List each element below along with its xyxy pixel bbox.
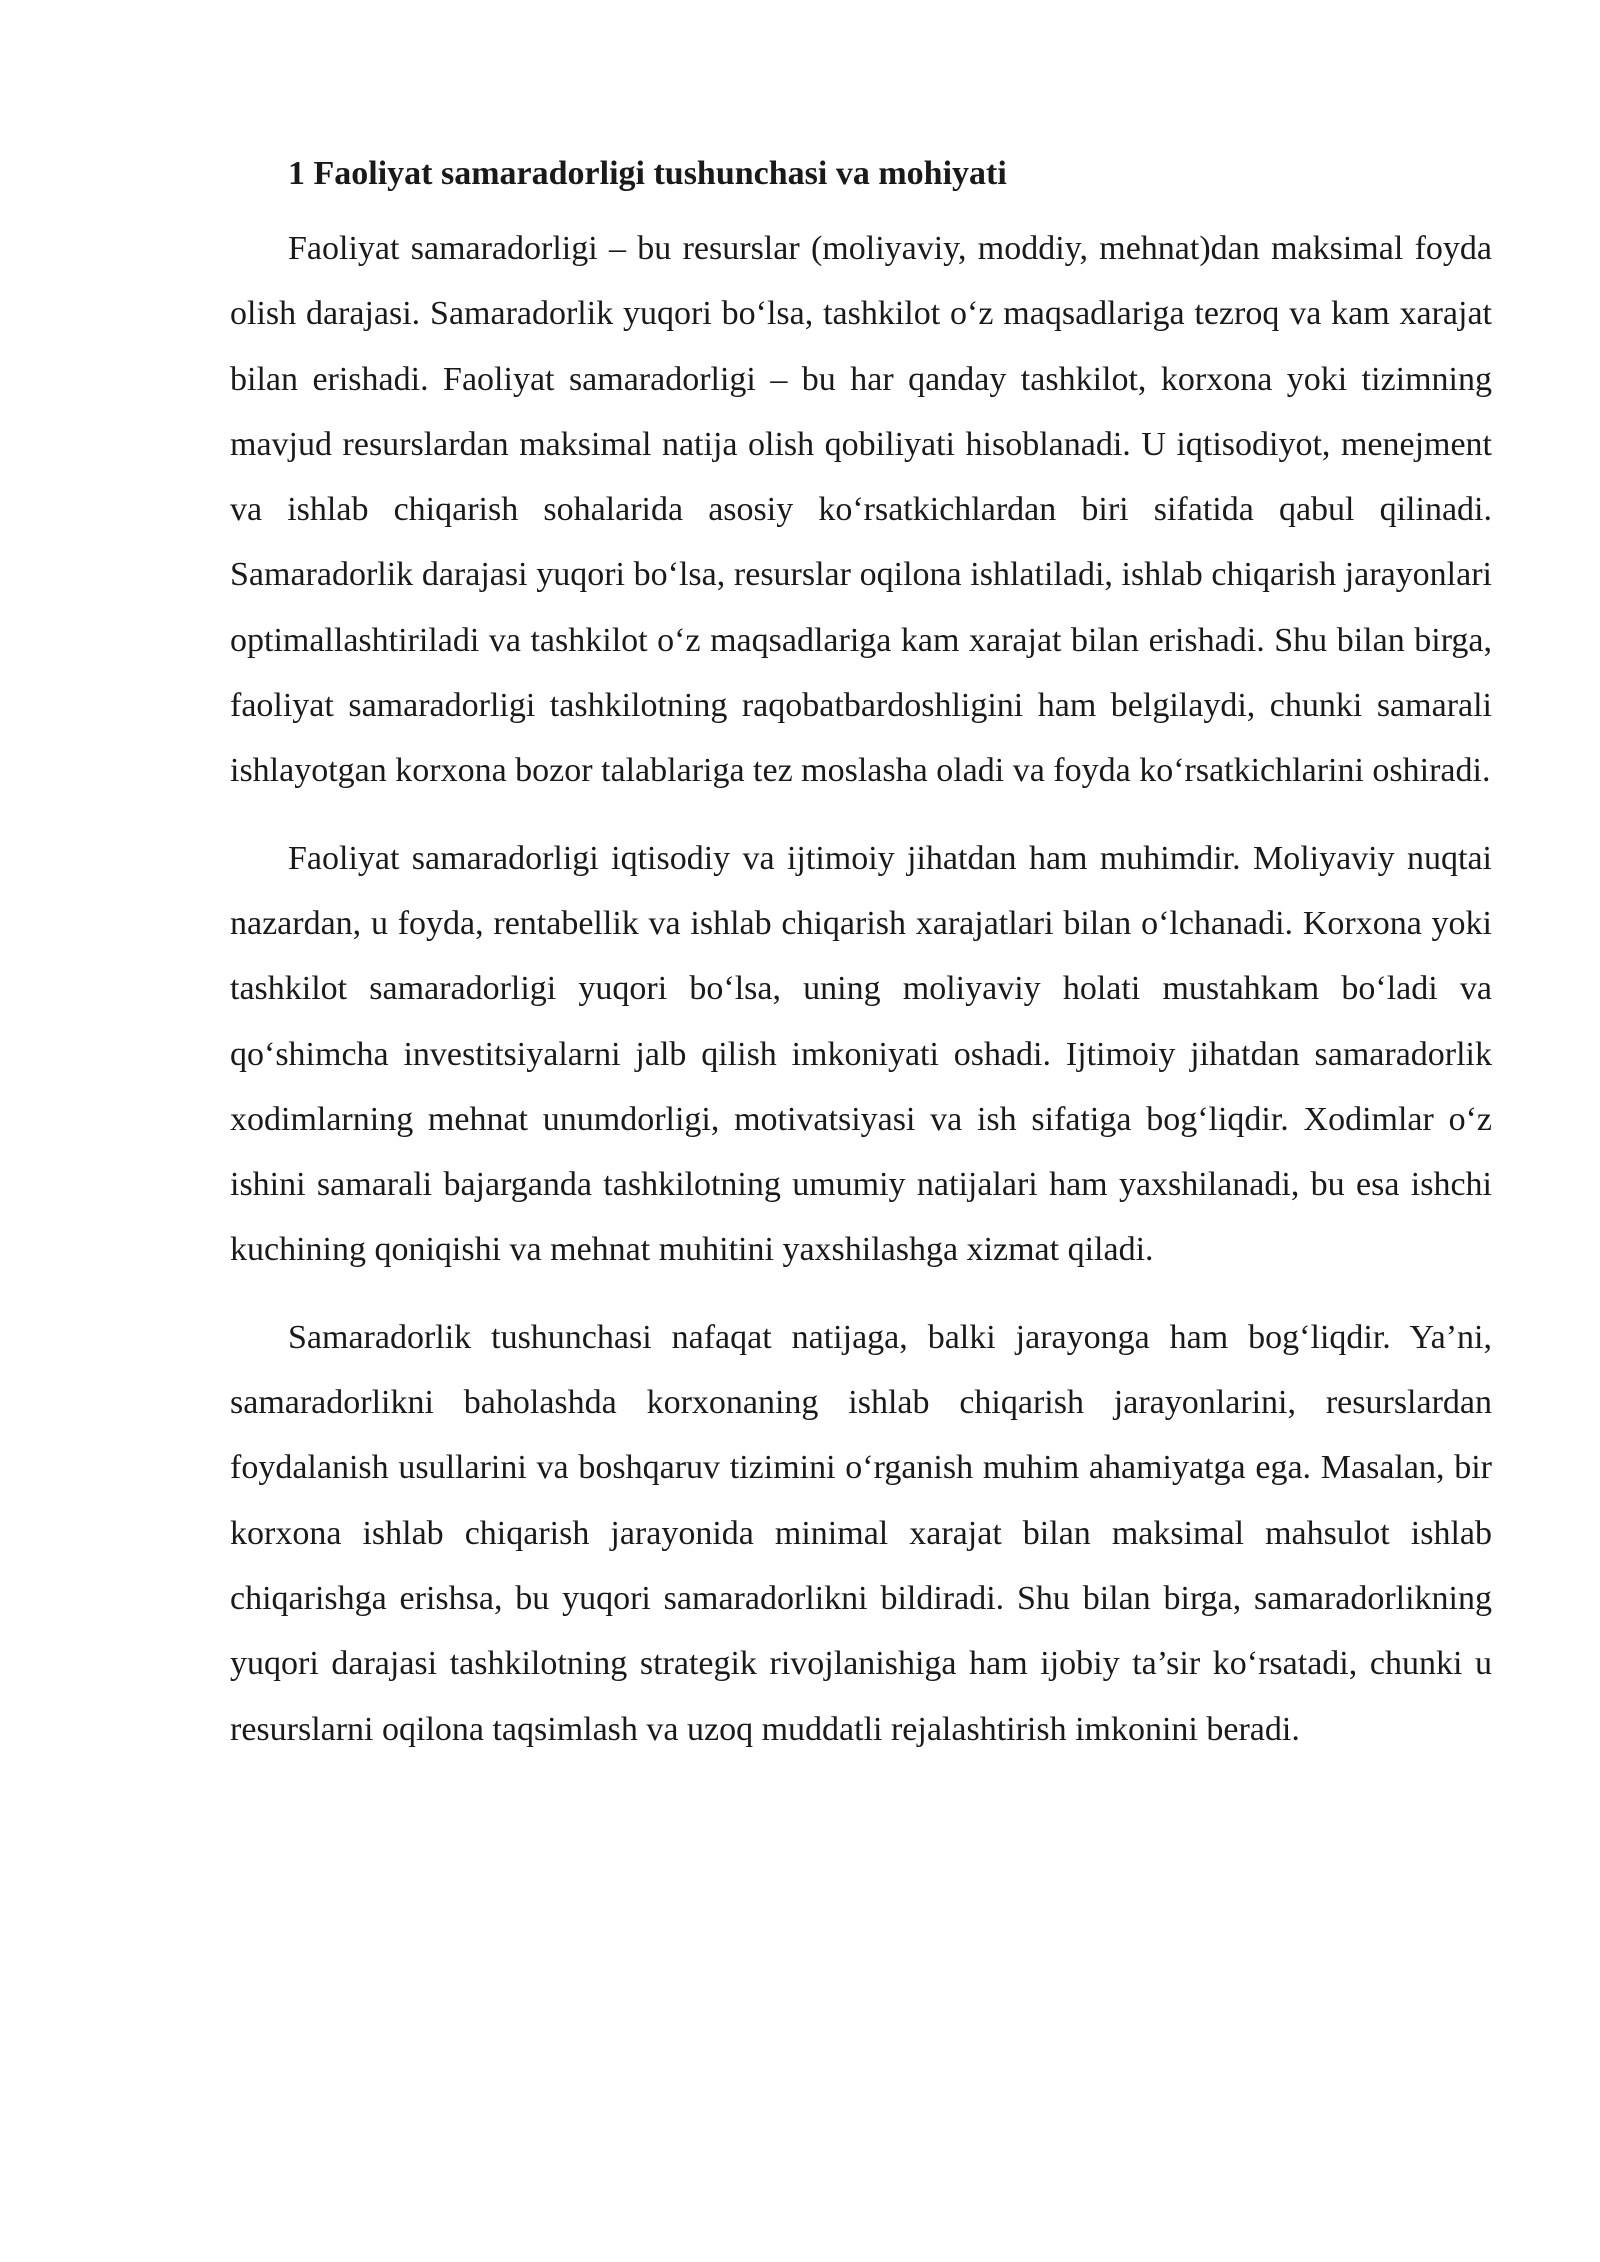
paragraph-2: Faoliyat samaradorligi iqtisodiy va ijtimoiy jihatdan ham muhimdir. Moliyaviy nuqtai nazardan, u foyda, rentabellik va ishlab chiqarish xarajatlari bilan o‘lchanadi. Korxona yoki tashkilot samaradorligi yuqori bo‘lsa, uning moliyaviy holati mustahkam bo‘ladi va qo‘shimcha investitsiyalarni jalb qilish imkoniyati oshadi. Ijtimoiy jihatdan samaradorlik xodimlarning mehnat unumdorligi, motivatsiyasi va ish sifatiga bog‘liqdir. Xodimlar o‘z ishini samarali bajarganda tashkilotning umumiy natijalari ham yaxshilanadi, bu esa ishchi kuchining qoniqishi va mehnat muhitini yaxshilashga xizmat qiladi. (230, 839, 1492, 1269)
section-heading: 1 Faoliyat samaradorligi tushunchasi va mohiyati (288, 155, 1007, 192)
paragraph-3: Samaradorlik tushunchasi nafaqat natijaga, balki jarayonga ham bog‘liqdir. Ya’ni, samaradorlikni baholashda korxonaning ishlab chiqarish jarayonlarini, resurslardan foydalanish usullarini va boshqaruv tizimini o‘rganish muhim ahamiyatga ega. Masalan, bir korxona ishlab chiqarish jarayonida minimal xarajat bilan maksimal mahsulot ishlab chiqarishga erishsa, bu yuqori samaradorlikni bildiradi. Shu bilan birga, samaradorlikning yuqori darajasi tashkilotning strategik rivojlanishiga ham ijobiy ta’sir ko‘rsatadi, chunki u resurslarni oqilona taqsimlash va uzoq muddatli rejalashtirish imkonini beradi. (230, 1318, 1492, 1748)
document-page (230, 150, 1492, 1784)
paragraph-1: Faoliyat samaradorligi – bu resurslar (moliyaviy, moddiy, mehnat)dan maksimal foyda olish darajasi. Samaradorlik yuqori bo‘lsa, tashkilot o‘z maqsadlariga tezroq va kam xarajat bilan erishadi. Faoliyat samaradorligi – bu har qanday tashkilot, korxona yoki tizimning mavjud resurslardan maksimal natija olish qobiliyati hisoblanadi. U iqtisodiyot, menejment va ishlab chiqarish sohalarida asosiy ko‘rsatkichlardan biri sifatida qabul qilinadi. Samaradorlik darajasi yuqori bo‘lsa, resurslar oqilona ishlatiladi, ishlab chiqarish jarayonlari optimallashtiriladi va tashkilot o‘z maqsadlariga kam xarajat bilan erishadi. Shu bilan birga, faoliyat samaradorligi tashkilotning raqobatbardoshligini ham belgilaydi, chunki samarali ishlayotgan korxona bozor talablariga tez moslasha oladi va foyda ko‘rsatkichlarini oshiradi. (230, 230, 1492, 790)
